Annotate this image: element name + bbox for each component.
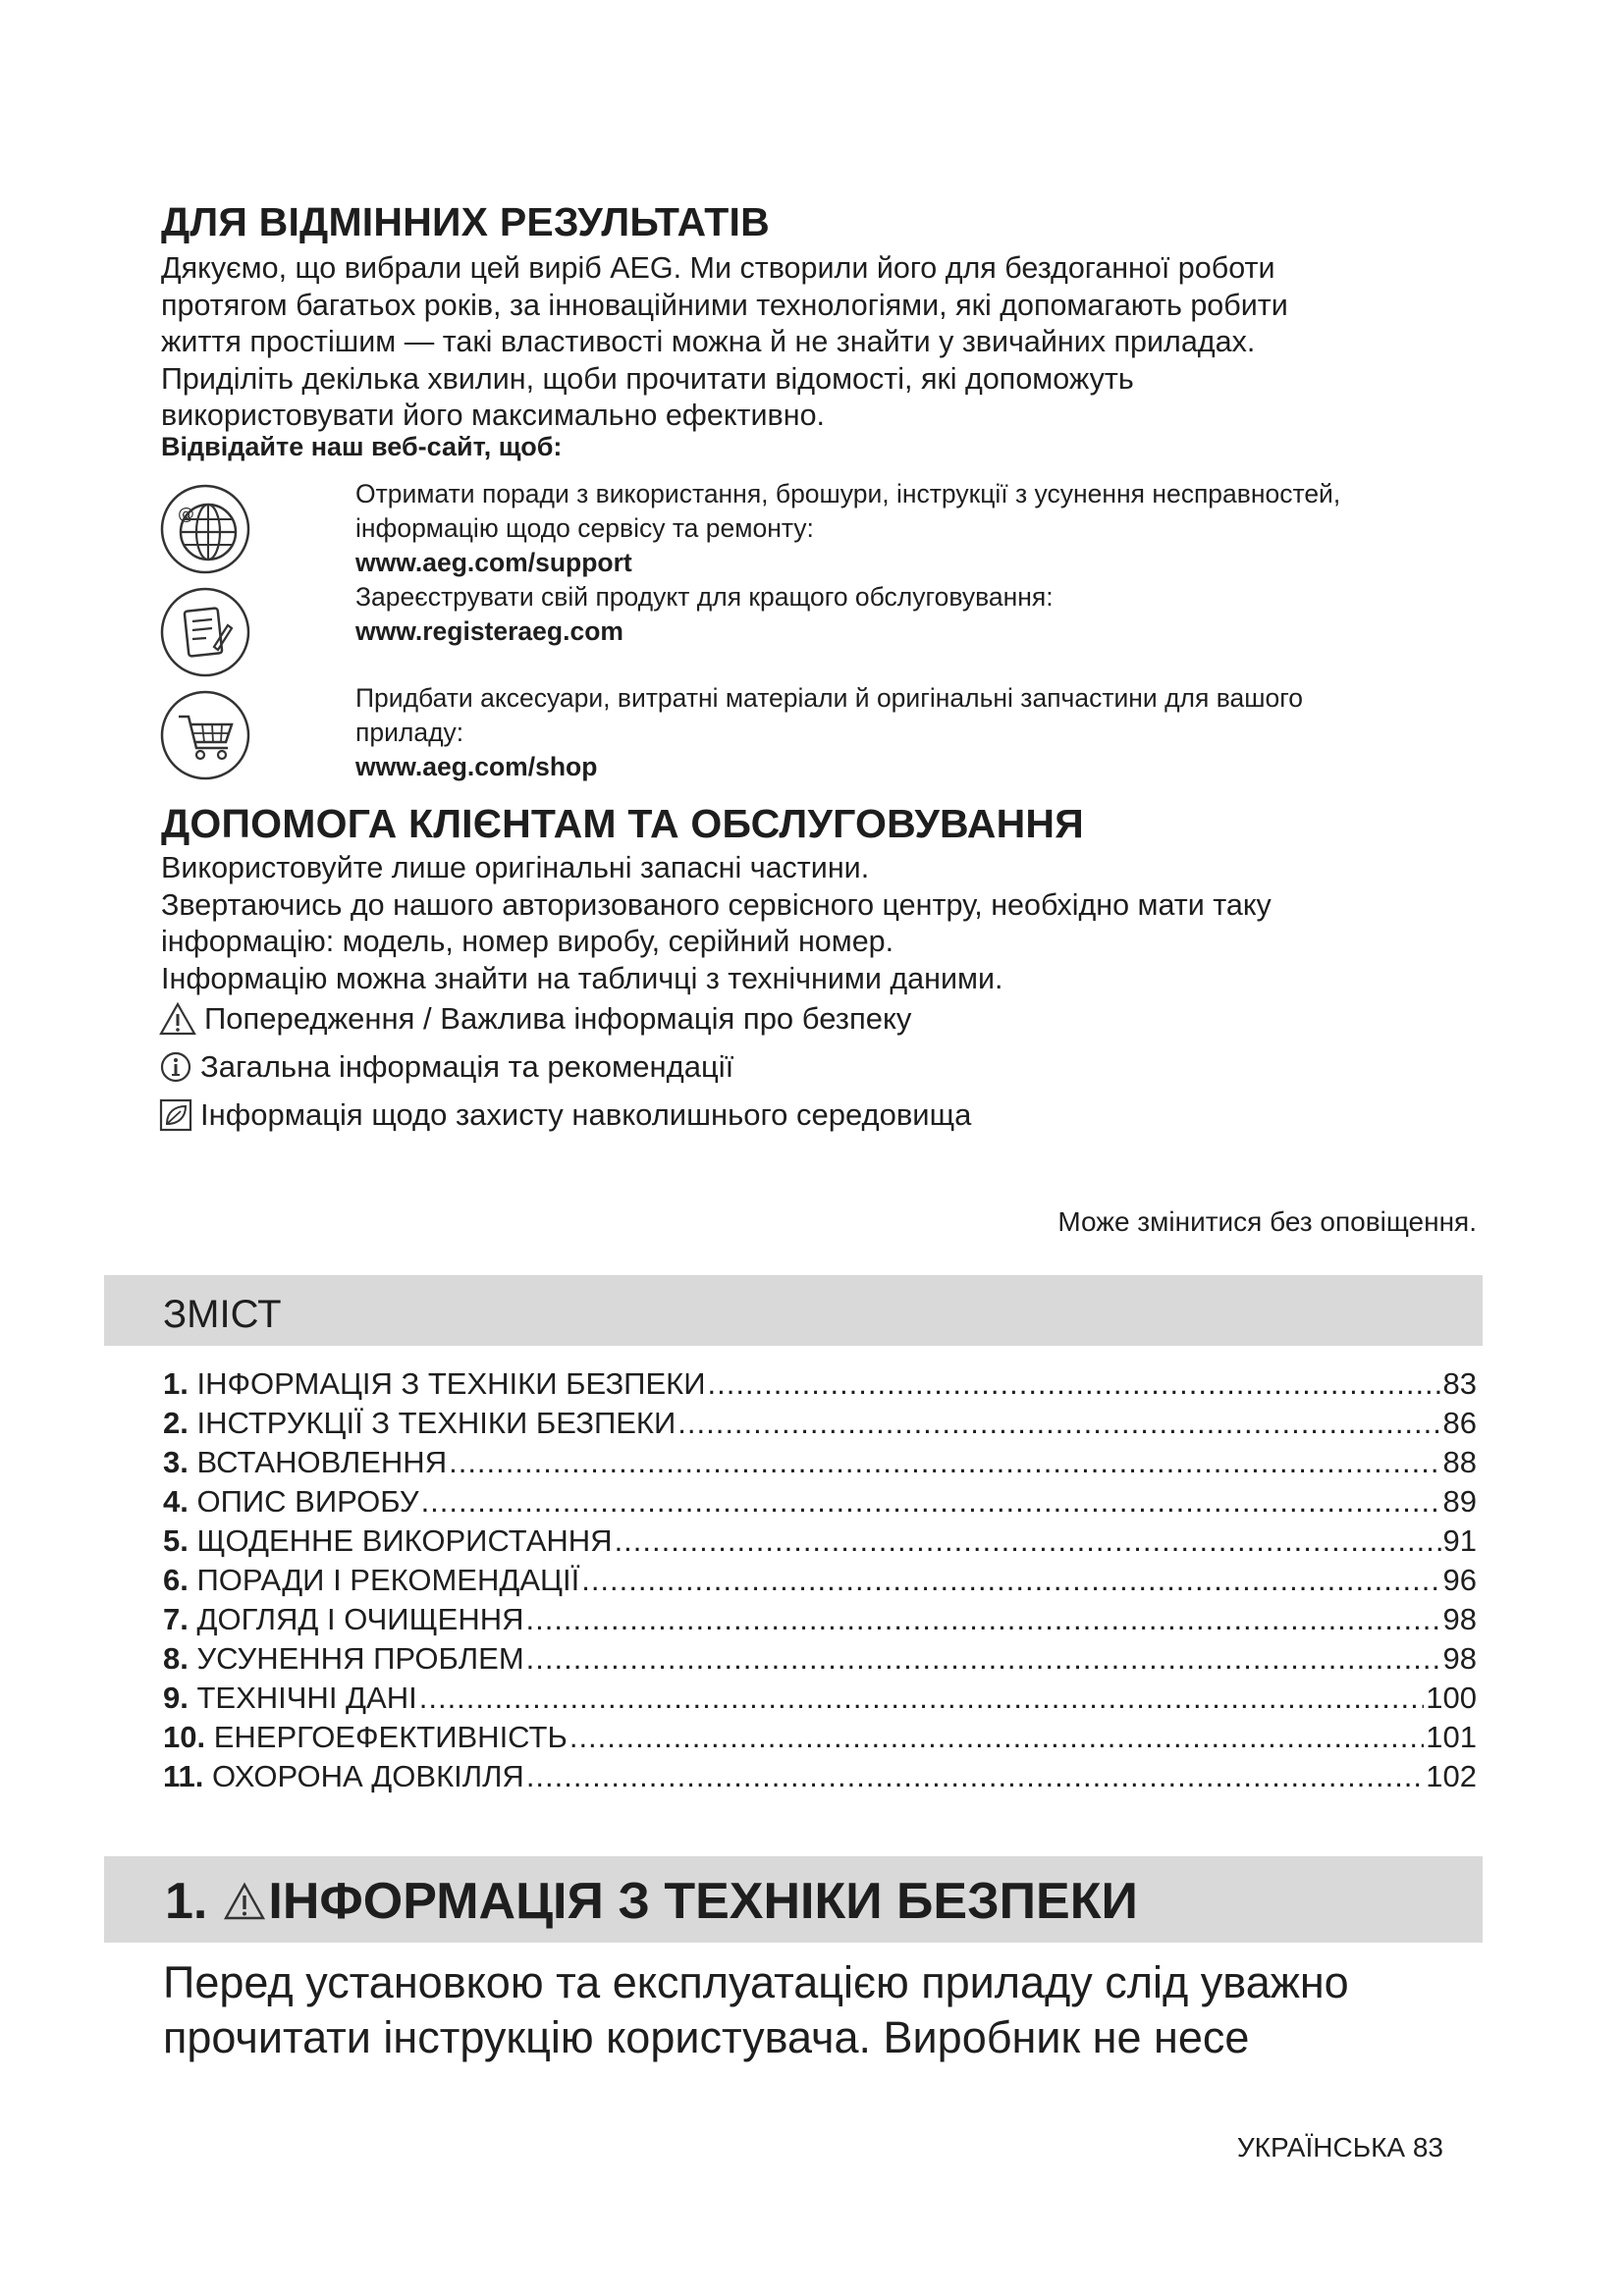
toc-entry-title: ІНСТРУКЦІЇ З ТЕХНІКИ БЕЗПЕКИ [196, 1406, 677, 1440]
page-footer [1237, 2132, 1443, 2163]
toc-entry-title: УСУНЕННЯ ПРОБЛЕМ [196, 1641, 524, 1676]
toc-entry-title: ВСТАНОВЛЕННЯ [196, 1445, 448, 1479]
support-paragraph [161, 850, 1272, 997]
intro-line: Приділіть декілька хвилин, щоби прочитати відомості, які допоможуть [161, 361, 1134, 396]
web-item-shop [355, 681, 1514, 784]
toc-entry-9[interactable] [163, 1681, 1477, 1720]
toc-entry-title: ЕНЕРГОЕФЕКТИВНІСТЬ [213, 1720, 568, 1754]
web-item-register [355, 580, 1514, 649]
visit-website-label: Відвідайте наш веб-сайт, щоб: [161, 432, 563, 461]
info-icon [159, 1050, 192, 1084]
web-item-text: приладу: [355, 718, 464, 747]
legend-info [159, 1049, 733, 1085]
toc-entry-number: 7. [163, 1602, 189, 1636]
toc-entry-number: 10. [163, 1720, 206, 1754]
toc-entry-number: 2. [163, 1406, 189, 1440]
intro-paragraph [161, 250, 1288, 435]
toc-entry-page: 101 [1426, 1720, 1477, 1754]
safety-intro-line: прочитати інструкцію користувача. Виробник не несе [163, 2012, 1250, 2062]
toc-entry-8[interactable] [163, 1641, 1477, 1681]
footer-page-number: 83 [1412, 2132, 1443, 2163]
toc-entry-page: 98 [1442, 1602, 1477, 1636]
safety-intro-line: Перед установкою та експлуатацією приладу слід уважно [163, 1957, 1349, 2007]
heading-best-results: ДЛЯ ВІДМІННИХ РЕЗУЛЬТАТІВ [161, 199, 770, 244]
toc-entry-2[interactable] [163, 1406, 1477, 1445]
toc-entry-page: 83 [1442, 1366, 1477, 1401]
toc-entry-title: ПОРАДИ І РЕКОМЕНДАЦІЇ [196, 1563, 580, 1597]
support-line: Звертаючись до нашого авторизованого сервісного центру, необхідно мати таку [161, 887, 1272, 922]
toc-entry-number: 5. [163, 1523, 189, 1558]
toc-entry-title: ЩОДЕННЕ ВИКОРИСТАННЯ [196, 1523, 613, 1558]
toc-header-bar [104, 1275, 1483, 1346]
toc-entry-11[interactable] [163, 1759, 1477, 1798]
toc-entry-number: 4. [163, 1484, 189, 1519]
warning-icon [159, 1001, 196, 1037]
toc-entry-6[interactable] [163, 1563, 1477, 1602]
legend-environment [159, 1097, 971, 1133]
web-item-text: інформацію щодо сервісу та ремонту: [355, 513, 814, 543]
toc-entry-page: 88 [1442, 1445, 1477, 1479]
web-item-text: Отримати поради з використання, брошури, інструкції з усунення несправностей, [355, 479, 1341, 508]
safety-heading [165, 1872, 1138, 1931]
legend-text: Попередження / Важлива інформація про безпеку [204, 1001, 912, 1036]
leaf-icon [159, 1098, 192, 1132]
support-link[interactable]: www.aeg.com/support [355, 548, 632, 577]
toc-entry-number: 3. [163, 1445, 189, 1479]
toc-entry-title: ДОГЛЯД І ОЧИЩЕННЯ [196, 1602, 524, 1636]
globe-icon [159, 483, 251, 575]
register-link[interactable]: www.registeraeg.com [355, 616, 623, 646]
heading-customer-support: ДОПОМОГА КЛІЄНТАМ ТА ОБСЛУГОВУВАННЯ [161, 801, 1084, 846]
web-item-support [355, 477, 1514, 580]
toc-entry-number: 9. [163, 1681, 189, 1715]
safety-intro [163, 1955, 1349, 2065]
toc-entry-number: 1. [163, 1366, 189, 1401]
toc-entry-title: ОПИС ВИРОБУ [196, 1484, 419, 1519]
change-notice: Може змінитися без оповіщення. [1057, 1206, 1477, 1237]
web-item-text: Придбати аксесуари, витратні матеріали й оригінальні запчастини для вашого [355, 683, 1304, 713]
toc-entry-title: ІНФОРМАЦІЯ З ТЕХНІКИ БЕЗПЕКИ [196, 1366, 706, 1401]
legend-warning [159, 1001, 911, 1037]
safety-header-bar [104, 1856, 1483, 1943]
support-line: Інформацію можна знайти на табличці з технічними даними. [161, 961, 1003, 995]
intro-line: використовувати його максимально ефективно. [161, 399, 826, 432]
toc-entry-number: 6. [163, 1563, 189, 1597]
toc-entry-page: 89 [1442, 1484, 1477, 1519]
intro-line: Дякуємо, що вибрали цей виріб AEG. Ми створили його для бездоганної роботи [161, 251, 1275, 285]
toc-entry-4[interactable] [163, 1484, 1477, 1523]
safety-section-number: 1. [165, 1873, 208, 1930]
toc-entry-10[interactable] [163, 1720, 1477, 1759]
toc-entry-page: 91 [1442, 1523, 1477, 1558]
shop-link[interactable]: www.aeg.com/shop [355, 752, 598, 781]
toc-entry-1[interactable] [163, 1366, 1477, 1406]
svg-text:@: @ [178, 505, 194, 524]
intro-line: життя простішим — такі властивості можна й не знайти у звичайних приладах. [161, 325, 1256, 358]
legend-text: Загальна інформація та рекомендації [200, 1049, 734, 1084]
toc-entry-page: 100 [1426, 1681, 1477, 1715]
support-line: інформацію: модель, номер виробу, серійний номер. [161, 925, 894, 958]
toc-entry-page: 98 [1442, 1641, 1477, 1676]
toc-entry-7[interactable] [163, 1602, 1477, 1641]
toc-entry-3[interactable] [163, 1445, 1477, 1484]
toc-entry-title: ТЕХНІЧНІ ДАНІ [196, 1681, 417, 1715]
intro-line: протягом багатьох років, за інноваційними технологіями, які допомагають робити [161, 288, 1288, 322]
toc-entry-page: 102 [1426, 1759, 1477, 1793]
safety-section-title: ІНФОРМАЦІЯ З ТЕХНІКИ БЕЗПЕКИ [268, 1873, 1138, 1930]
toc-entry-5[interactable] [163, 1523, 1477, 1563]
legend-text: Інформація щодо захисту навколишнього середовища [200, 1097, 972, 1132]
toc-entry-page: 86 [1442, 1406, 1477, 1440]
toc-entry-page: 96 [1442, 1563, 1477, 1597]
footer-language: УКРАЇНСЬКА [1236, 2132, 1406, 2163]
toc-entry-title: ОХОРОНА ДОВКІЛЛЯ [212, 1759, 524, 1793]
web-item-text: Зареєструвати свій продукт для кращого обслуговування: [355, 582, 1054, 612]
register-form-icon [159, 586, 251, 678]
warning-icon [223, 1881, 266, 1922]
shopping-cart-icon [159, 689, 251, 781]
support-line: Використовуйте лише оригінальні запасні частини. [161, 851, 870, 884]
toc-entry-number: 11. [163, 1759, 204, 1793]
toc-title: ЗМІСТ [163, 1293, 282, 1336]
toc-entry-number: 8. [163, 1641, 189, 1676]
